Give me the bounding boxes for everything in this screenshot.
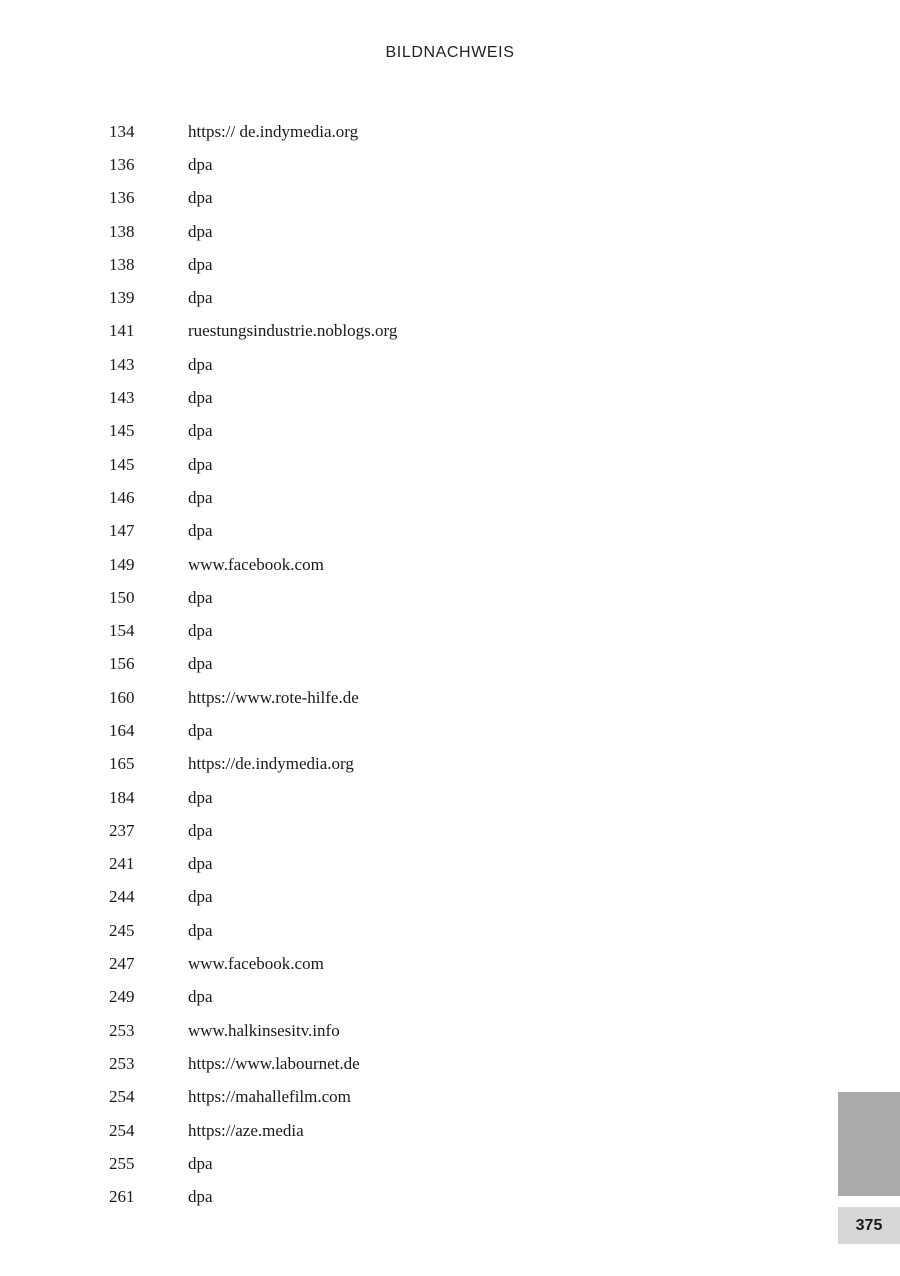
credit-page-number: 165 — [109, 754, 135, 774]
credit-page-number: 253 — [109, 1053, 135, 1073]
credit-page-number: 253 — [109, 1020, 135, 1040]
credit-page-number: 143 — [109, 354, 135, 374]
credit-page-number: 146 — [109, 487, 135, 507]
credit-row — [109, 215, 749, 248]
credit-page-number: 160 — [109, 687, 135, 707]
credit-row — [109, 1047, 749, 1080]
credit-page-number: 254 — [109, 1120, 135, 1140]
credit-page-number: 149 — [109, 554, 135, 574]
credit-source: dpa — [188, 154, 213, 174]
credit-row — [109, 148, 749, 181]
credit-page-number: 249 — [109, 987, 135, 1007]
credit-page-number: 134 — [109, 121, 135, 141]
credit-row — [109, 315, 749, 348]
credit-row — [109, 914, 749, 947]
credit-row — [109, 881, 749, 914]
credit-source: https://www.labournet.de — [188, 1053, 360, 1073]
credit-source: dpa — [188, 421, 213, 441]
credit-source: dpa — [188, 854, 213, 874]
credit-page-number: 241 — [109, 854, 135, 874]
credit-source: dpa — [188, 1187, 213, 1207]
credit-row — [109, 348, 749, 381]
credit-row — [109, 981, 749, 1014]
credit-row — [109, 182, 749, 215]
credit-row — [109, 448, 749, 481]
credit-row — [109, 681, 749, 714]
credit-row — [109, 814, 749, 847]
page-header: BILDNACHWEIS — [385, 44, 515, 61]
credit-row — [109, 781, 749, 814]
credit-source: dpa — [188, 820, 213, 840]
credit-source: dpa — [188, 354, 213, 374]
credit-page-number: 254 — [109, 1087, 135, 1107]
credit-page-number: 237 — [109, 820, 135, 840]
credit-source: dpa — [188, 254, 213, 274]
credit-row — [109, 515, 749, 548]
credit-source: www.halkinsesitv.info — [188, 1020, 340, 1040]
credit-source: https://mahallefilm.com — [188, 1087, 351, 1107]
credit-row — [109, 848, 749, 881]
credit-source: dpa — [188, 987, 213, 1007]
credit-row — [109, 614, 749, 647]
credit-page-number: 139 — [109, 288, 135, 308]
credit-source: dpa — [188, 920, 213, 940]
credit-row — [109, 248, 749, 281]
credit-page-number: 247 — [109, 954, 135, 974]
credit-page-number: 136 — [109, 154, 135, 174]
credit-source: https://de.indymedia.org — [188, 754, 354, 774]
credit-page-number: 156 — [109, 654, 135, 674]
credit-page-number: 245 — [109, 920, 135, 940]
credit-source: www.facebook.com — [188, 554, 324, 574]
credit-page-number: 147 — [109, 521, 135, 541]
credit-page-number: 184 — [109, 787, 135, 807]
credit-source: https://www.rote-hilfe.de — [188, 687, 359, 707]
credit-page-number: 145 — [109, 454, 135, 474]
credit-source: dpa — [188, 720, 213, 740]
credit-source: dpa — [188, 654, 213, 674]
credit-row — [109, 281, 749, 314]
image-credit-list — [109, 115, 749, 1214]
credit-source: dpa — [188, 221, 213, 241]
credit-source: dpa — [188, 587, 213, 607]
credit-source: dpa — [188, 388, 213, 408]
credit-source: dpa — [188, 288, 213, 308]
page-number: 375 — [838, 1207, 900, 1244]
credit-row — [109, 748, 749, 781]
credit-row — [109, 947, 749, 980]
credit-page-number: 136 — [109, 188, 135, 208]
credit-page-number: 145 — [109, 421, 135, 441]
credit-row — [109, 115, 749, 148]
credit-row — [109, 581, 749, 614]
credit-page-number: 150 — [109, 587, 135, 607]
credit-source: dpa — [188, 487, 213, 507]
credit-page-number: 138 — [109, 221, 135, 241]
credit-row — [109, 1147, 749, 1180]
credit-page-number: 261 — [109, 1187, 135, 1207]
credit-page-number: 255 — [109, 1153, 135, 1173]
credit-page-number: 138 — [109, 254, 135, 274]
credit-page-number: 244 — [109, 887, 135, 907]
credit-source: https://aze.media — [188, 1120, 304, 1140]
credit-source: dpa — [188, 521, 213, 541]
credit-row — [109, 648, 749, 681]
credit-row — [109, 1114, 749, 1147]
credit-source: https:// de.indymedia.org — [188, 121, 359, 141]
credit-row — [109, 415, 749, 448]
credit-row — [109, 481, 749, 514]
credit-row — [109, 548, 749, 581]
credit-source: dpa — [188, 1153, 213, 1173]
credit-page-number: 143 — [109, 388, 135, 408]
credit-row — [109, 1181, 749, 1214]
thumb-index-tab — [838, 1092, 900, 1196]
credit-source: dpa — [188, 454, 213, 474]
credit-page-number: 154 — [109, 621, 135, 641]
credit-source: dpa — [188, 188, 213, 208]
credit-row — [109, 1081, 749, 1114]
credit-source: ruestungsindustrie.noblogs.org — [188, 321, 398, 341]
credit-source: dpa — [188, 787, 213, 807]
credit-source: www.facebook.com — [188, 954, 324, 974]
credit-page-number: 164 — [109, 720, 135, 740]
credit-page-number: 141 — [109, 321, 135, 341]
credit-row — [109, 714, 749, 747]
credit-row — [109, 1014, 749, 1047]
credit-source: dpa — [188, 887, 213, 907]
credit-source: dpa — [188, 621, 213, 641]
credit-row — [109, 381, 749, 414]
